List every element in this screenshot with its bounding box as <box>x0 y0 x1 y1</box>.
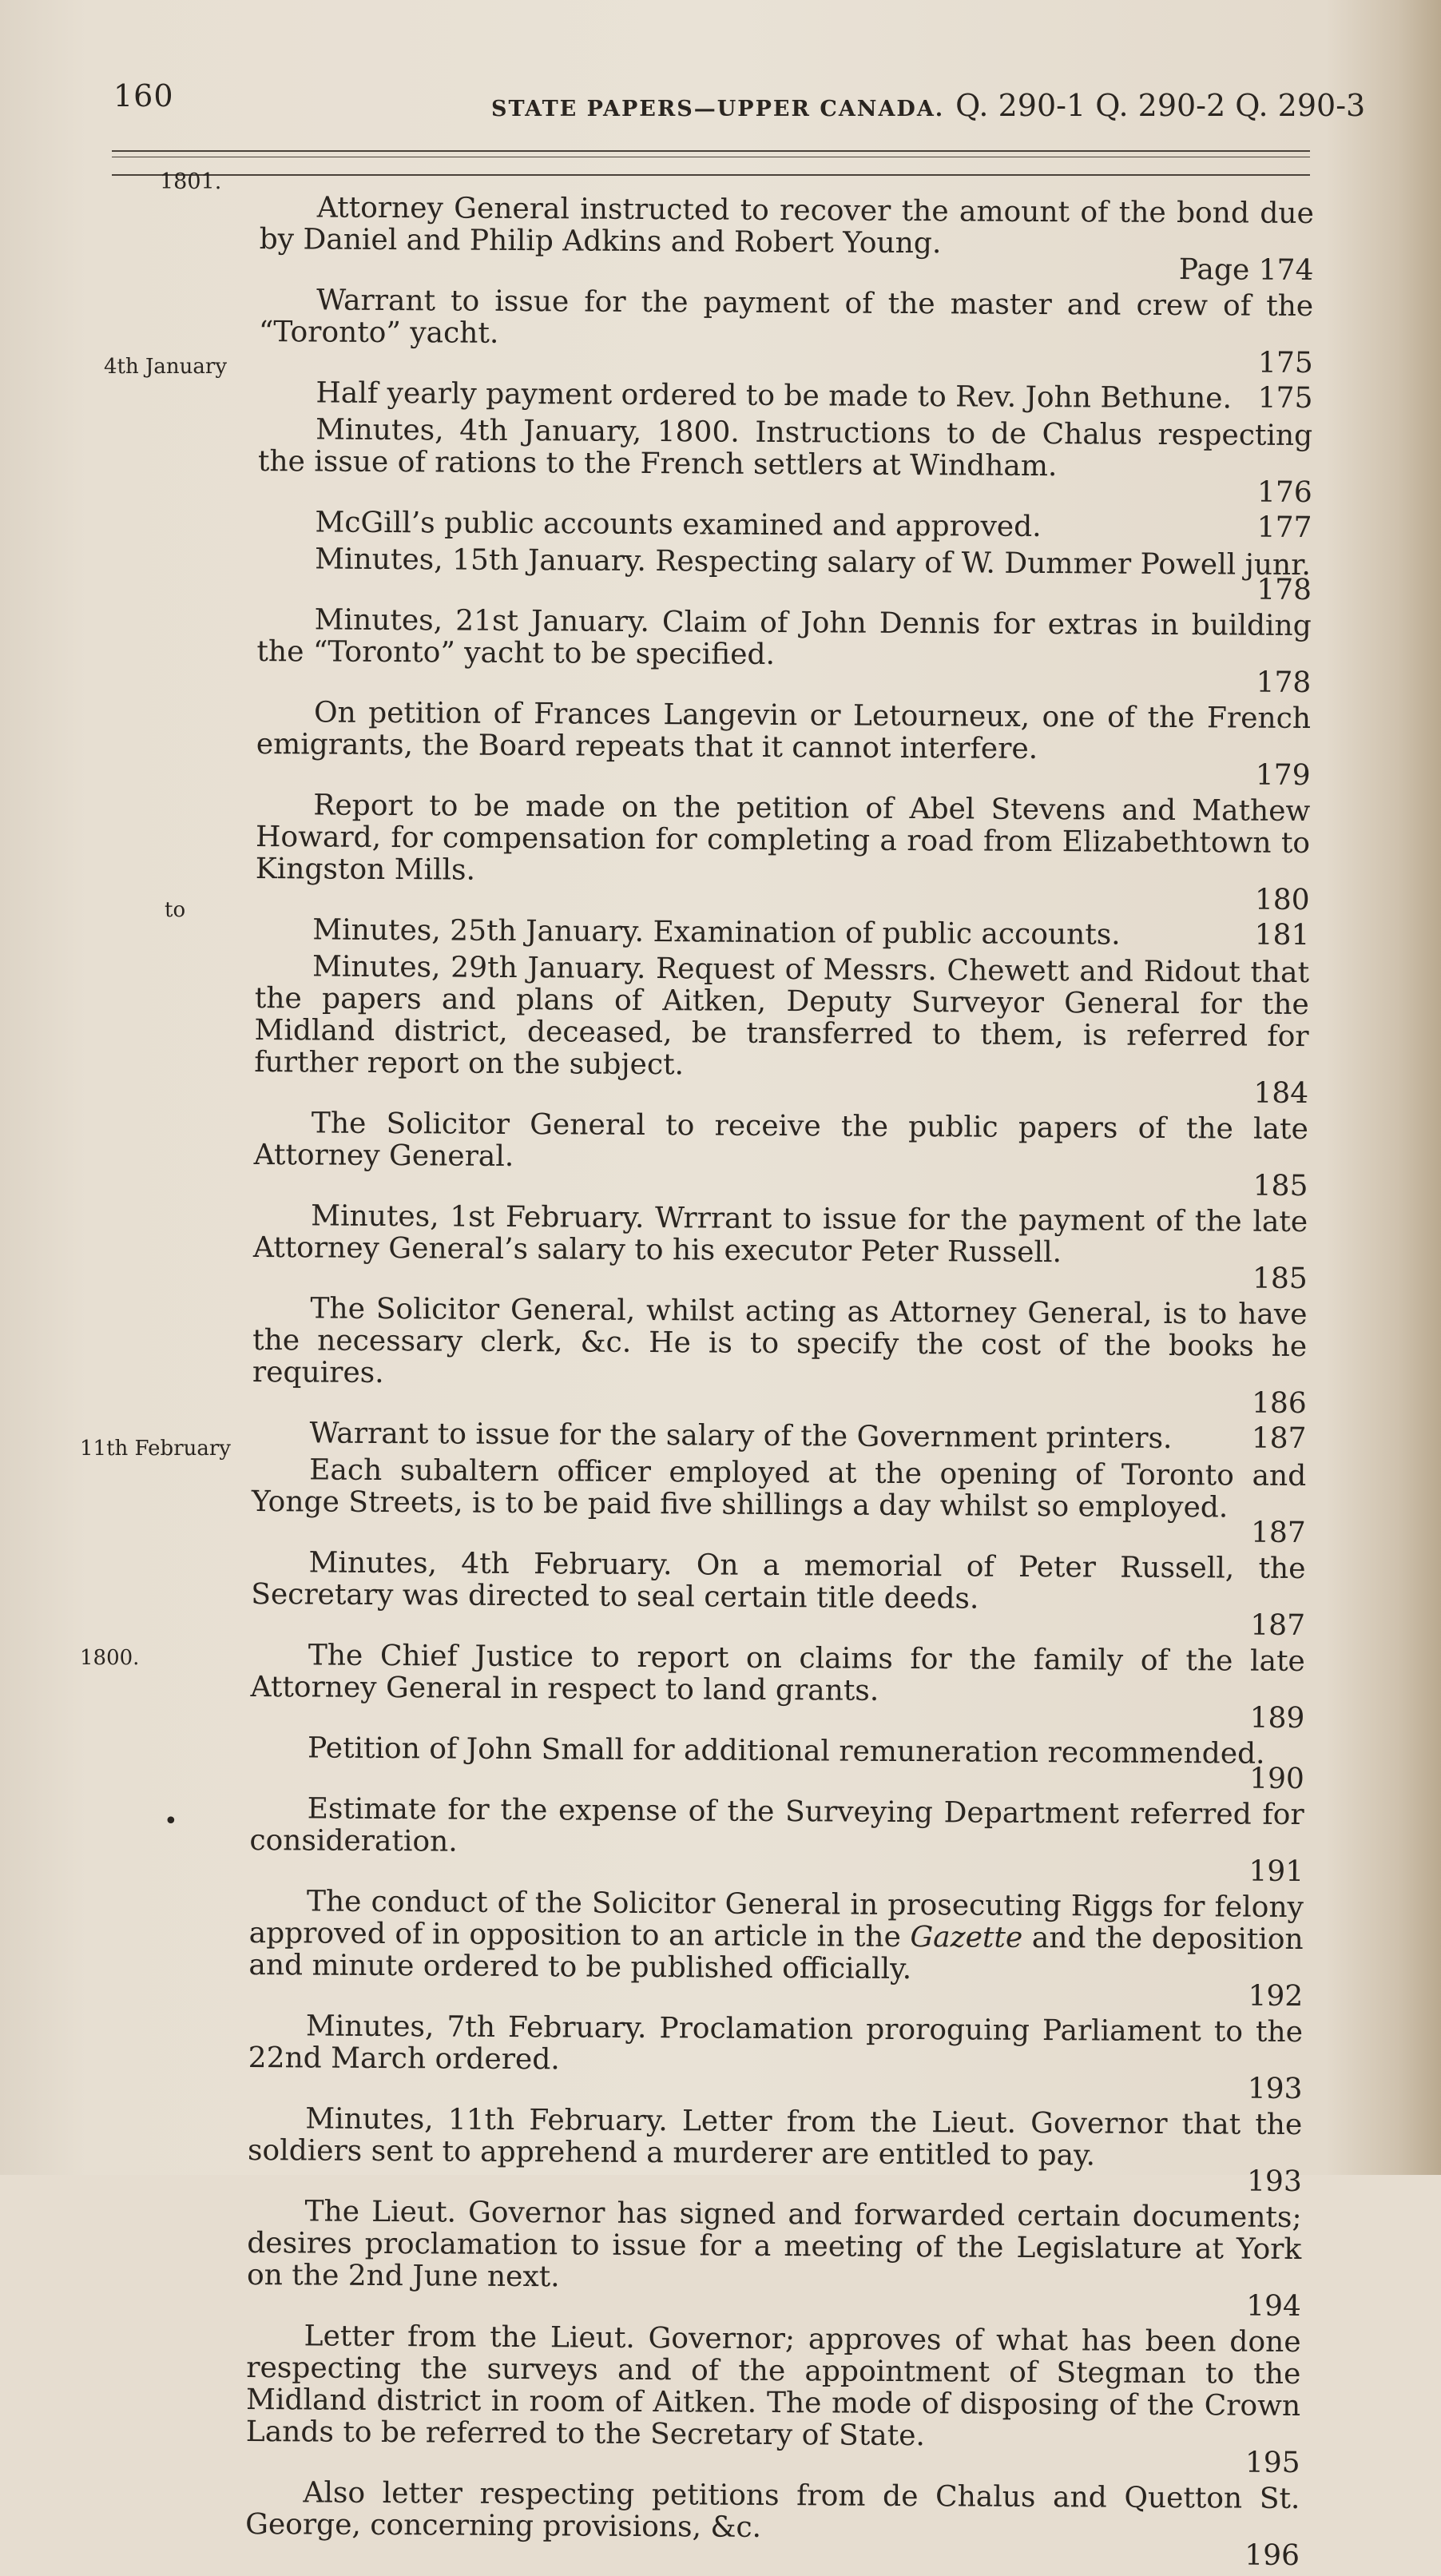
entry-page-ref: 190 <box>1249 1762 1305 1796</box>
entry-text: Each subaltern officer employed at the opening of Toronto and Yonge Streets, is to be paid five shillings a day whilst so employed. <box>251 1453 1307 1525</box>
entry-text: Report to be made on the petition of Abel Stevens and Mathew Howard, for compensation for completing a road from Elizabethtown to Kingston Mills. <box>255 789 1311 887</box>
entry-page-ref: 185 <box>1252 1169 1308 1203</box>
entry <box>256 604 1312 698</box>
entry-text: Minutes, 4th January, 1800. Instructions to de Chalus respecting the issue of rations to the French settlers at Windham. <box>257 413 1313 483</box>
entry-text: Minutes, 4th February. On a memorial of Peter Russell, the Secretary was directed to seal certain title deeds. <box>251 1546 1306 1616</box>
entry <box>259 192 1314 286</box>
entry-text: Minutes, 7th February. Proclamation proroguing Parliament to the 22nd March ordered. <box>248 2010 1304 2077</box>
calendar-entries <box>245 192 1314 2576</box>
entry-page-ref: 180 <box>1254 883 1310 917</box>
entry-page-ref: 177 <box>1256 511 1312 545</box>
entry-text: The Solicitor General, whilst acting as Attorney General, is to have the necessary clerk, &c. He is to specify the cost of the books he requires. <box>252 1292 1308 1389</box>
entry-text: Attorney General instructed to recover the amount of the bond due by Daniel and Philip Adkins and Robert Young. <box>259 191 1314 260</box>
entry <box>245 2477 1300 2571</box>
running-head-references: Q. 290-1 Q. 290-2 Q. 290-3 <box>955 88 1366 123</box>
entry <box>256 697 1311 791</box>
entry-text: Warrant to issue for the payment of the master and crew of the “Toronto” yacht. <box>258 284 1314 350</box>
entry-text: Minutes, 11th February. Letter from the Lieut. Governor that the soldiers sent to apprehend a murderer are entitled to pay. <box>247 2102 1303 2173</box>
entry <box>254 951 1309 1109</box>
entry-page-ref: 179 <box>1255 758 1311 793</box>
margin-year: 1801. <box>160 169 222 194</box>
entry-page-ref: 192 <box>1248 1979 1304 2013</box>
entry-text: Minutes, 25th January. Examination of public accounts. <box>312 913 1121 952</box>
entry-text: Minutes, 1st February. Wrrrant to issue for the payment of the late Attorney General’s salary to his executor Peter Russell. <box>252 1199 1308 1270</box>
entry-text-after: and the deposition and minute ordered to be published officially. <box>248 1921 1304 1986</box>
entry-text: The Chief Justice to report on claims for the family of the late Attorney General in respect to land grants. <box>250 1639 1305 1707</box>
entry-page-ref: 176 <box>1256 475 1312 510</box>
entry-text: Petition of John Small for additional remuneration recommended. <box>307 1731 1265 1771</box>
entry-text: Minutes, 21st January. Claim of John Dennis for extras in building the “Toronto” yacht to be specified. <box>256 603 1312 671</box>
entry <box>253 1107 1308 1202</box>
entry <box>258 377 1312 415</box>
entry-text: McGill’s public accounts examined and approved. <box>315 506 1042 543</box>
entry <box>255 914 1309 952</box>
entry-text: Half yearly payment ordered to be made to Rev. John Bethune. <box>316 376 1233 415</box>
entry <box>258 414 1313 508</box>
entry-page-ref: 178 <box>1256 666 1312 700</box>
margin-date-feb11: 11th February <box>80 1437 231 1461</box>
page-number: 160 <box>113 78 174 113</box>
entry-page-ref: 187 <box>1251 1421 1307 1456</box>
header-rule <box>112 150 1310 152</box>
entry-page-ref: 187 <box>1250 1608 1306 1643</box>
entry-page-ref: 193 <box>1246 2165 1302 2199</box>
entry-page-ref: 191 <box>1248 1854 1304 1889</box>
margin-date-jan4: 4th January <box>104 355 228 379</box>
entry-page-ref: Page 174 <box>1178 253 1314 288</box>
entry <box>259 284 1314 379</box>
entry <box>251 1547 1306 1641</box>
margin-bullet: • <box>164 1807 178 1835</box>
entry <box>248 2010 1303 2105</box>
entry-text: Warrant to issue for the salary of the Government printers. <box>309 1417 1173 1456</box>
margin-year-1800: 1800. <box>80 1646 140 1670</box>
entry-text: The Solicitor General to receive the public papers of the late Attorney General. <box>253 1107 1308 1173</box>
entry <box>252 1417 1306 1456</box>
entry-text <box>248 1885 1304 1986</box>
entry-text-before: The conduct of the Solicitor General in prosecuting Riggs for felony approved of in opposition to an article in the <box>248 1885 1304 1954</box>
running-head-title: STATE PAPERS—UPPER CANADA. <box>491 97 945 121</box>
gazette-title: Gazette <box>910 1921 1023 1954</box>
entry <box>252 1293 1308 1419</box>
margin-date-to: to <box>165 898 186 922</box>
entry-page-ref: 193 <box>1247 2072 1303 2106</box>
entry-page-ref: 181 <box>1254 918 1310 952</box>
entry-text: Estimate for the expense of the Surveying Department referred for consideration. <box>249 1792 1304 1858</box>
entry <box>250 1732 1304 1795</box>
entry <box>252 1454 1307 1548</box>
entry-text: The Lieut. Governor has signed and forwarded certain documents; desires proclamation to issue for a meeting of the Legislature at York on the 2nd June next. <box>246 2195 1302 2294</box>
entry-page-ref: 178 <box>1256 573 1312 607</box>
entry <box>246 2320 1301 2479</box>
entry-page-ref: 185 <box>1252 1262 1308 1296</box>
entry-text: On petition of Frances Langevin or Letourneux, one of the French emigrants, the Board repeats that it cannot interfere. <box>256 696 1312 765</box>
entry-text: Minutes, 29th January. Request of Messrs. Chewett and Ridout that the papers and plans of Aitken, Deputy Surveyor General for the Midland district, deceased, be transferred to them, is referred for further report on the subject. <box>254 950 1310 1082</box>
entry <box>257 543 1312 606</box>
entry <box>248 1886 1304 2012</box>
entry-text: Also letter respecting petitions from de Chalus and Quetton St. George, concerning provisions, &c. <box>245 2476 1300 2544</box>
entry <box>249 1793 1304 1887</box>
header-rule-lower <box>112 174 1310 176</box>
entry-page-ref: 175 <box>1257 381 1313 415</box>
entry-text: Minutes, 15th January. Respecting salary of W. Dummer Powell junr. <box>315 543 1311 582</box>
entry-page-ref: 175 <box>1257 346 1313 380</box>
entry-page-ref: 189 <box>1249 1701 1305 1735</box>
entry <box>257 507 1312 545</box>
entry-page-ref: 194 <box>1246 2289 1301 2324</box>
entry <box>256 789 1311 916</box>
entry <box>250 1640 1305 1734</box>
entry-page-ref: 196 <box>1244 2538 1300 2573</box>
entry-page-ref: 186 <box>1251 1386 1307 1421</box>
entry <box>247 2196 1302 2322</box>
entry-page-ref: 184 <box>1253 1076 1309 1111</box>
entry <box>253 1200 1308 1294</box>
entry-text: Letter from the Lieut. Governor; approves of what has been done respecting the surveys and of the appointment of Stegman to the Midland district in room of Aitken. The mode of disposing of the Crown Lands to be referred to the Secretary of State. <box>245 2320 1301 2453</box>
entry-page-ref: 187 <box>1250 1516 1306 1550</box>
entry <box>248 2103 1303 2197</box>
running-head <box>491 88 1365 123</box>
entry-page-ref: 195 <box>1244 2446 1300 2480</box>
